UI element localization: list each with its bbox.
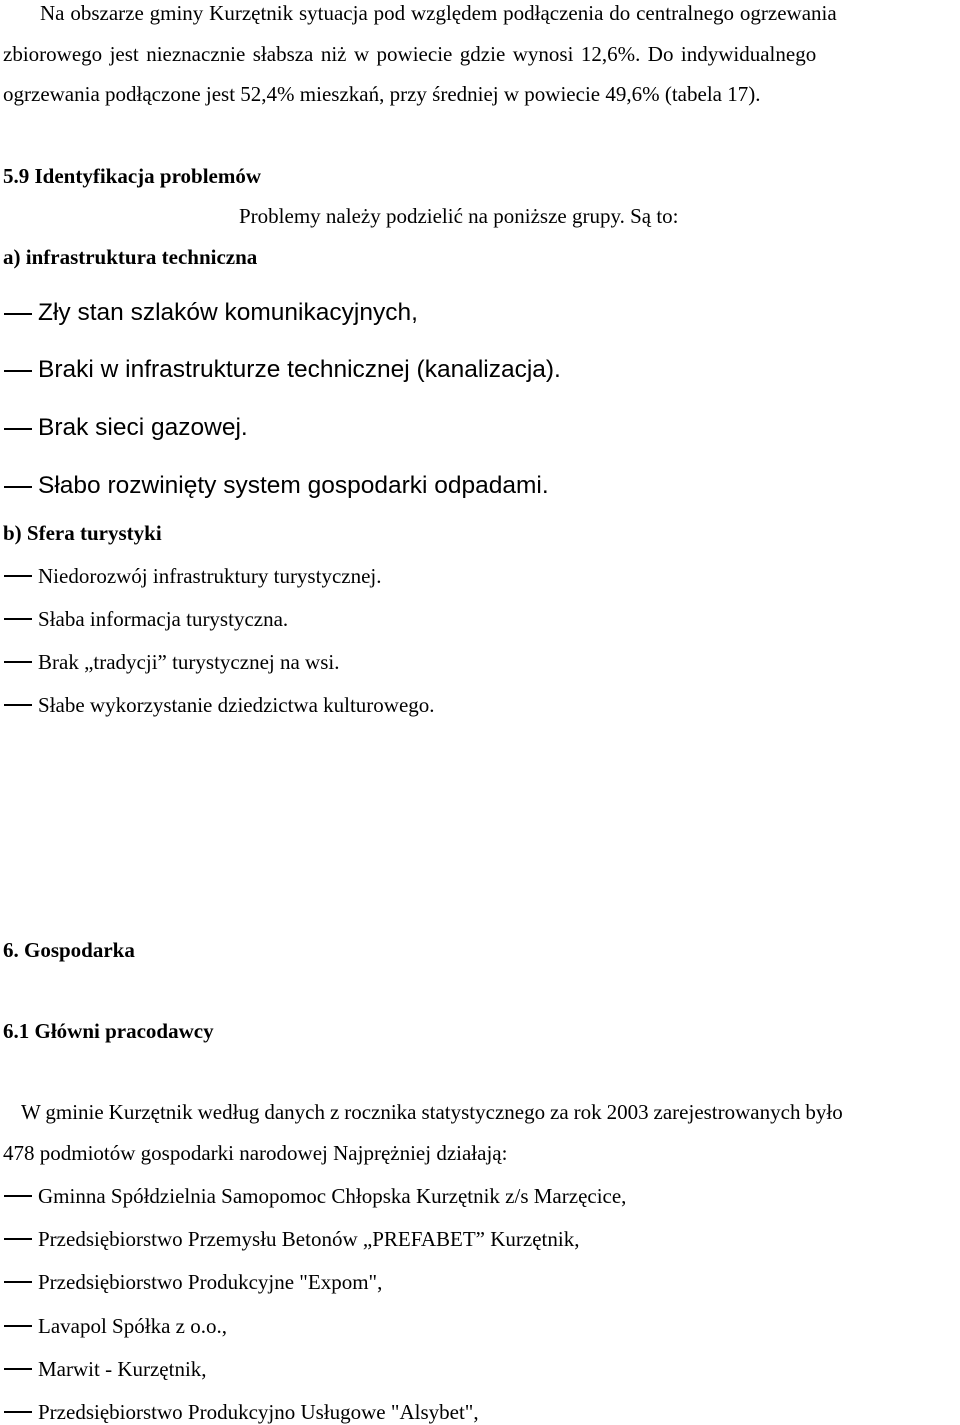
list-item-text: Słaba informacja turystyczna. [38, 607, 289, 631]
dash-bullet [4, 370, 32, 372]
list-item-text: Lavapol Spółka z o.o., [38, 1314, 227, 1338]
dash-bullet [4, 661, 32, 663]
list-item-text: Braki w infrastrukturze technicznej (kanalizacja). [38, 356, 561, 383]
section-heading-6-1: 6.1 Główni pracodawcy [3, 1019, 214, 1043]
dash-bullet [4, 704, 32, 706]
list-item-text: Niedorozwój infrastruktury turystycznej. [38, 564, 382, 588]
dash-bullet [4, 428, 32, 430]
dash-bullet [4, 1195, 32, 1197]
list-item-text: Marwit - Kurzętnik, [38, 1357, 207, 1381]
employers-paragraph-line-2: 478 podmiotów gospodarki narodowej Najprężniej działają: [3, 1141, 508, 1165]
dash-bullet [4, 1411, 32, 1413]
list-item-text: Brak „tradycji” turystycznej na wsi. [38, 650, 340, 674]
dash-bullet [4, 1281, 32, 1283]
group-a-heading: a) infrastruktura techniczna [3, 245, 258, 269]
dash-bullet [4, 575, 32, 577]
intro-line-1: Na obszarze gminy Kurzętnik sytuacja pod względem podłączenia do centralnego ogrzewania [40, 1, 837, 25]
dash-bullet [4, 1368, 32, 1370]
dash-bullet [4, 313, 32, 315]
list-item-text: Przedsiębiorstwo Produkcyjne "Expom", [38, 1270, 383, 1294]
list-item-text: Gminna Spółdzielnia Samopomoc Chłopska Kurzętnik z/s Marzęcice, [38, 1184, 627, 1208]
dash-bullet [4, 1238, 32, 1240]
list-item-text: Przedsiębiorstwo Produkcyjno Usługowe "Alsybet", [38, 1400, 479, 1424]
group-b-heading: b) Sfera turystyki [3, 521, 162, 545]
intro-line-2: zbiorowego jest nieznacznie słabsza niż w powiecie gdzie wynosi 12,6%. Do indywidualnego [3, 42, 817, 66]
dash-bullet [4, 486, 32, 488]
section-heading-5-9: 5.9 Identyfikacja problemów [3, 164, 262, 188]
section-lead: Problemy należy podzielić na poniższe grupy. Są to: [239, 204, 679, 228]
list-item-text: Zły stan szlaków komunikacyjnych, [38, 299, 418, 326]
list-item-text: Słabo rozwinięty system gospodarki odpadami. [38, 472, 549, 499]
section-heading-6: 6. Gospodarka [3, 938, 135, 962]
list-item-text: Przedsiębiorstwo Przemysłu Betonów „PREFABET” Kurzętnik, [38, 1227, 580, 1251]
employers-paragraph-line-1: W gminie Kurzętnik według danych z rocznika statystycznego za rok 2003 zarejestrowanych było [21, 1100, 843, 1124]
list-item-text: Słabe wykorzystanie dziedzictwa kulturowego. [38, 693, 435, 717]
dash-bullet [4, 1325, 32, 1327]
intro-line-3: ogrzewania podłączone jest 52,4% mieszkań, przy średniej w powiecie 49,6% (tabela 17). [3, 82, 761, 106]
dash-bullet [4, 618, 32, 620]
list-item-text: Brak sieci gazowej. [38, 414, 248, 441]
